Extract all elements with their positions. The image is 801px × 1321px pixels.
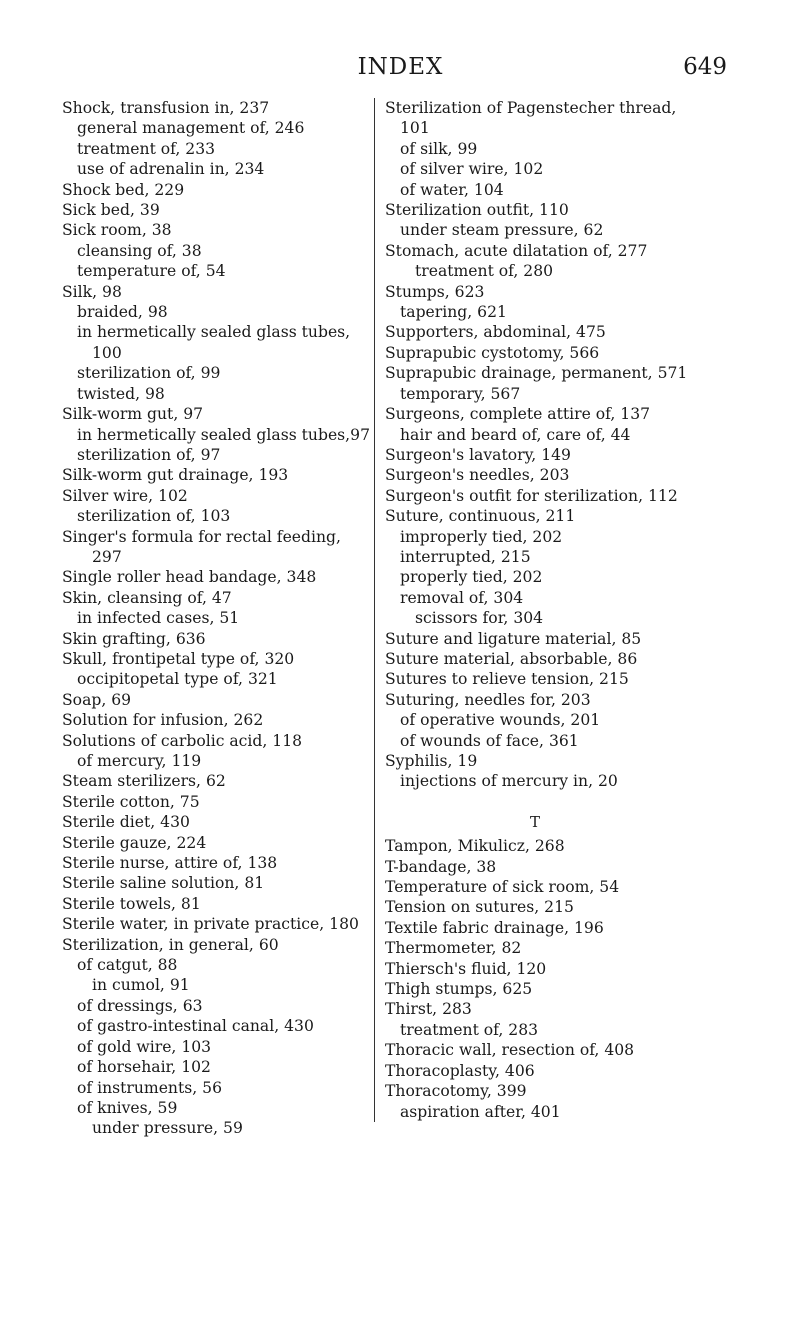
- index-subentry: in hermetically sealed glass tubes,97: [77, 425, 370, 444]
- index-entry: Sterile water, in private practice, 180: [62, 915, 359, 934]
- index-subentry: sterilization of, 97: [77, 445, 221, 464]
- index-entry: Sterile nurse, attire of, 138: [62, 854, 278, 873]
- index-entry: Skin grafting, 636: [62, 629, 206, 648]
- index-entry: Singer's formula for rectal feeding,: [62, 527, 341, 546]
- index-subentry: sterilization of, 103: [77, 507, 231, 526]
- index-subentry: of silver wire, 102: [400, 160, 544, 179]
- index-subentry: cleansing of, 38: [77, 241, 202, 260]
- page-number: 649: [683, 54, 727, 80]
- index-subentry: temperature of, 54: [77, 262, 226, 281]
- index-subentry: hair and beard of, care of, 44: [400, 425, 631, 444]
- index-entry: Thermometer, 82: [385, 939, 522, 958]
- index-entry: Soap, 69: [62, 690, 132, 709]
- index-entry: Syphilis, 19: [385, 752, 478, 770]
- index-subentry: in cumol, 91: [92, 976, 190, 995]
- index-entry: Thoracic wall, resection of, 408: [385, 1041, 635, 1060]
- index-subentry: tapering, 621: [400, 303, 507, 322]
- index-entry: Thirst, 283: [385, 1000, 472, 1019]
- index-entry: Thigh stumps, 625: [385, 980, 533, 999]
- index-subentry: braided, 98: [77, 303, 168, 322]
- index-entry: Sick bed, 39: [62, 201, 160, 220]
- index-entry: Sterile towels, 81: [62, 894, 201, 913]
- index-subentry: of gold wire, 103: [77, 1037, 212, 1056]
- index-entry: Sterile saline solution, 81: [62, 874, 265, 893]
- index-subentry: of wounds of face, 361: [400, 731, 579, 750]
- index-entry: Sterilization outfit, 110: [385, 201, 569, 220]
- index-subentry: of operative wounds, 201: [400, 711, 601, 730]
- index-column-right: [374, 98, 710, 1122]
- index-entry: Suture, continuous, 211: [385, 507, 576, 526]
- index-entry: Shock bed, 229: [62, 180, 185, 199]
- index-entry: Shock, transfusion in, 237: [62, 99, 270, 117]
- index-entry: Solution for infusion, 262: [62, 711, 264, 730]
- index-entry: Surgeon's outfit for sterilization, 112: [385, 486, 678, 505]
- index-column-left: [62, 98, 370, 1139]
- index-subentry: of water, 104: [400, 180, 504, 199]
- index-subentry: 100: [92, 343, 122, 362]
- index-subentry: under pressure, 59: [92, 1119, 243, 1138]
- index-entry: Silver wire, 102: [62, 486, 188, 505]
- index-entry: Thoracotomy, 399: [385, 1082, 527, 1101]
- index-entry: Silk-worm gut drainage, 193: [62, 466, 289, 485]
- index-entry: Supporters, abdominal, 475: [385, 323, 606, 342]
- index-entry: Silk-worm gut, 97: [62, 405, 204, 424]
- section-letter-heading: T: [529, 812, 540, 831]
- index-subentry: scissors for, 304: [415, 609, 544, 628]
- index-entry: Skull, frontipetal type of, 320: [62, 649, 295, 668]
- page-header: [0, 54, 801, 80]
- index-subentry: twisted, 98: [77, 384, 165, 403]
- index-entry: Stomach, acute dilatation of, 277: [385, 241, 648, 260]
- index-entry: Sick room, 38: [62, 221, 172, 240]
- index-subentry: of catgut, 88: [77, 956, 178, 975]
- index-subentry: under steam pressure, 62: [400, 221, 604, 240]
- index-subentry: temporary, 567: [400, 384, 521, 403]
- index-entry: Surgeons, complete attire of, 137: [385, 405, 651, 424]
- index-entry: Tension on sutures, 215: [385, 898, 574, 917]
- index-entry: Sterile cotton, 75: [62, 792, 200, 811]
- index-entry: Skin, cleansing of, 47: [62, 588, 232, 607]
- index-subentry: of mercury, 119: [77, 752, 202, 770]
- index-entry: Silk, 98: [62, 282, 122, 301]
- index-entry: Suprapubic cystotomy, 566: [385, 343, 600, 362]
- index-subentry: of dressings, 63: [77, 996, 203, 1015]
- index-subentry: interrupted, 215: [400, 547, 531, 566]
- index-entry: Surgeon's needles, 203: [385, 466, 570, 485]
- index-subentry: in hermetically sealed glass tubes,: [77, 323, 351, 342]
- index-subentry: use of adrenalin in, 234: [77, 160, 265, 179]
- index-subentry: treatment of, 280: [415, 262, 554, 281]
- index-subentry: of knives, 59: [77, 1098, 178, 1117]
- index-entry: Surgeon's lavatory, 149: [385, 445, 571, 464]
- index-subentry: treatment of, 233: [77, 139, 216, 158]
- index-subentry: of silk, 99: [400, 139, 478, 158]
- index-entry: Sterilization of Pagenstecher thread,: [385, 99, 677, 117]
- index-subentry: general management of, 246: [77, 119, 305, 138]
- index-entry: T-bandage, 38: [385, 857, 497, 876]
- index-subentry: improperly tied, 202: [400, 527, 563, 546]
- index-subentry: treatment of, 283: [400, 1020, 539, 1039]
- index-subentry: injections of mercury in, 20: [400, 772, 618, 791]
- index-subentry: aspiration after, 401: [400, 1102, 561, 1121]
- index-entry: Stumps, 623: [385, 282, 485, 301]
- index-entry: Thiersch's fluid, 120: [385, 959, 547, 978]
- index-entry: Suture and ligature material, 85: [385, 629, 642, 648]
- index-subentry: of horsehair, 102: [77, 1058, 211, 1077]
- index-entry: Single roller head bandage, 348: [62, 568, 317, 587]
- index-entry: Suture material, absorbable, 86: [385, 649, 638, 668]
- index-entry: Solutions of carbolic acid, 118: [62, 731, 303, 750]
- index-subentry: removal of, 304: [400, 588, 524, 607]
- index-entry: Temperature of sick room, 54: [385, 878, 620, 897]
- index-entry: Suturing, needles for, 203: [385, 690, 591, 709]
- index-entry: Thoracoplasty, 406: [385, 1061, 535, 1080]
- index-subentry: properly tied, 202: [400, 568, 543, 587]
- index-entry: Tampon, Mikulicz, 268: [385, 837, 565, 856]
- index-section-t: [385, 836, 710, 1122]
- index-subentry: 101: [400, 119, 430, 138]
- index-entry: Steam sterilizers, 62: [62, 772, 226, 791]
- index-subentry: of instruments, 56: [77, 1078, 222, 1097]
- index-subentry: sterilization of, 99: [77, 364, 221, 383]
- index-subentry: occipitopetal type of, 321: [77, 670, 278, 689]
- index-section-s-continued: [385, 98, 710, 792]
- index-subentry: 297: [92, 547, 122, 566]
- index-entry: Sutures to relieve tension, 215: [385, 670, 629, 689]
- index-entry: Textile fabric drainage, 196: [385, 918, 604, 937]
- index-entry: Sterile diet, 430: [62, 813, 190, 832]
- index-entry: Suprapubic drainage, permanent, 571: [385, 364, 688, 383]
- page-title: INDEX: [357, 54, 444, 80]
- index-subentry: of gastro-intestinal canal, 430: [77, 1017, 314, 1036]
- index-entry: Sterilization, in general, 60: [62, 935, 279, 954]
- index-subentry: in infected cases, 51: [77, 609, 240, 628]
- index-entry: Sterile gauze, 224: [62, 833, 207, 852]
